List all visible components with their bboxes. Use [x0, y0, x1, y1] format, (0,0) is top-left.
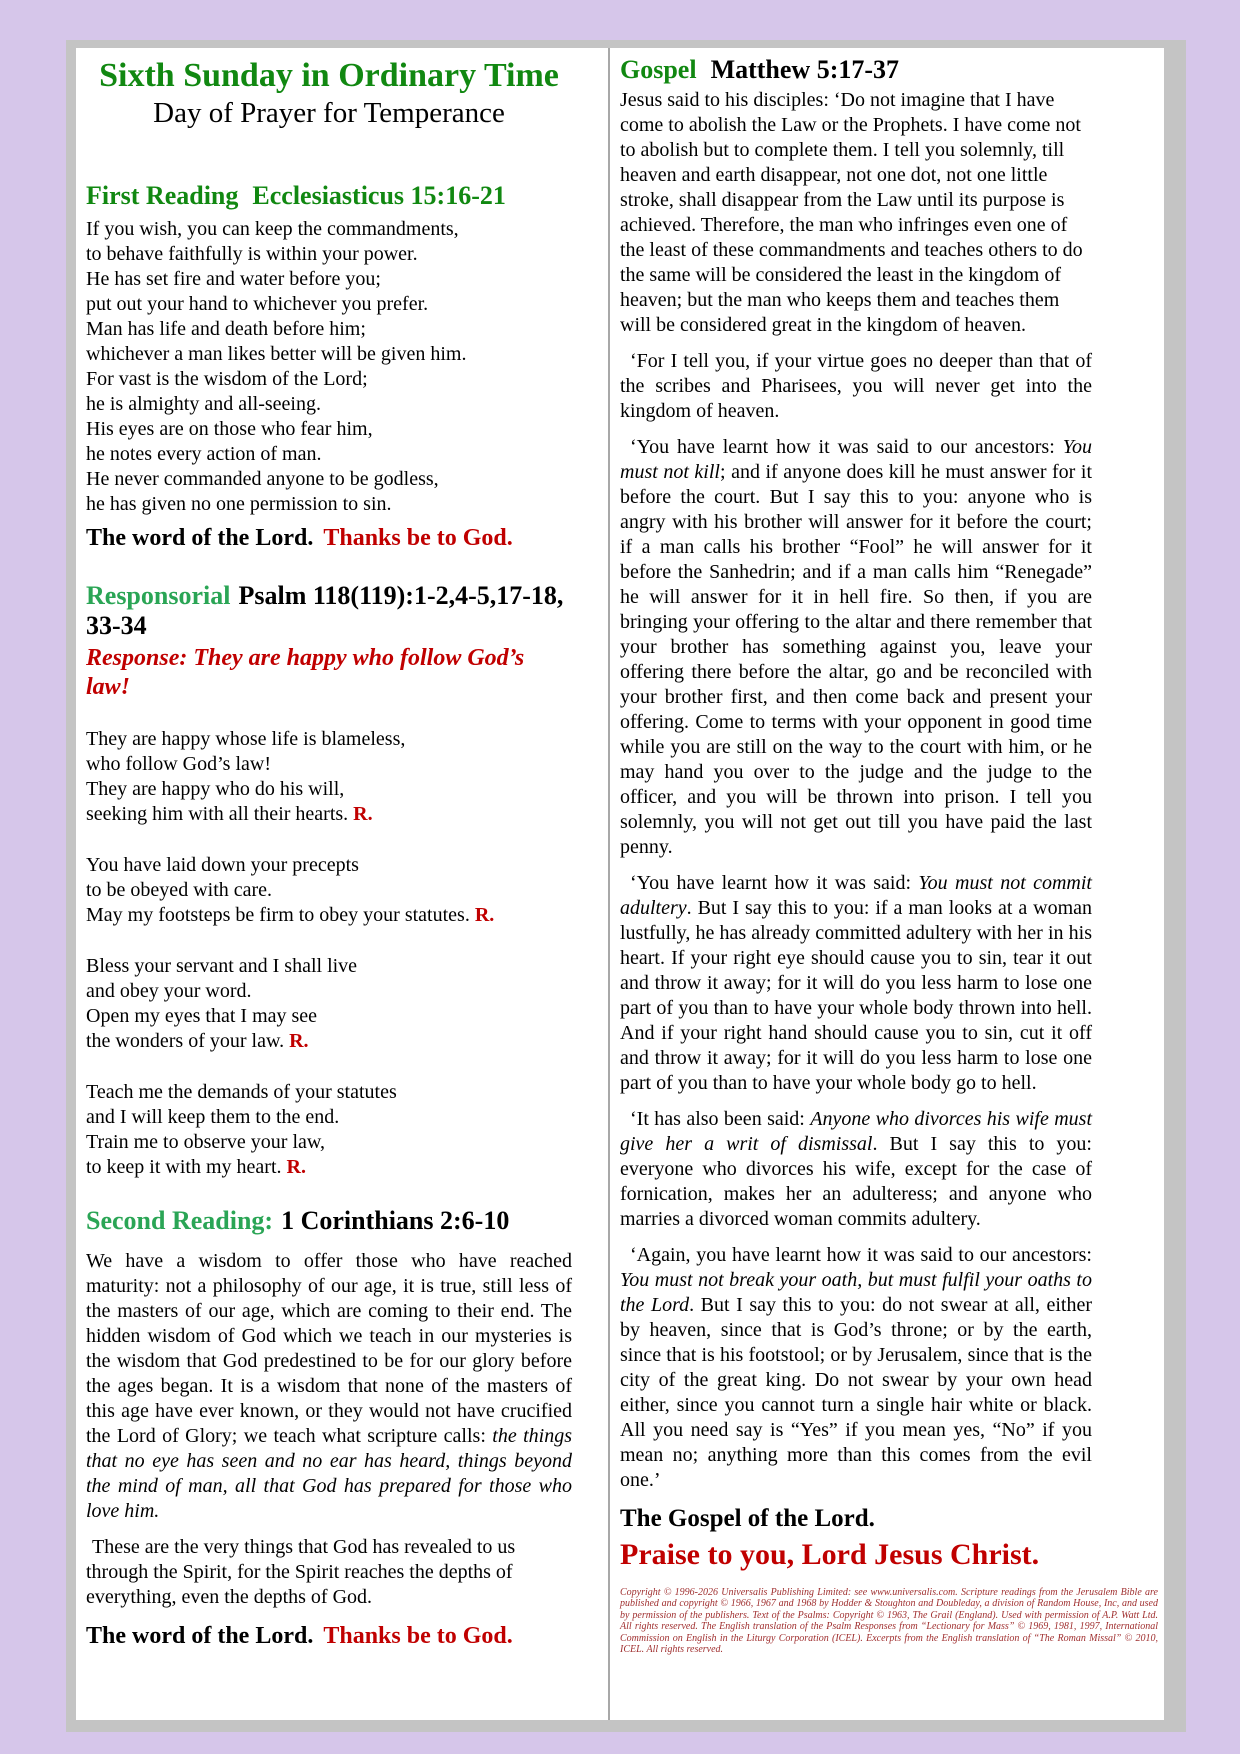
gospel-section	[620, 55, 1092, 1573]
verse-line: and I will keep them to the end.	[86, 1105, 340, 1128]
first-reading-heading	[86, 181, 572, 212]
response-marker: R.	[286, 1155, 306, 1178]
gospel-acclamation: Praise to you, Lord Jesus Christ.	[620, 1537, 1040, 1571]
paragraph: ‘You have learnt how it was said: You must not commit adultery. But I say this to you: if a man looks at a woman lustfully, he has already committed adultery with her in his heart. If your right eye should cause you to sin, tear it out and throw it away; for it will do you less harm to lose one part of you than to have your whole body thrown into hell. And if your right hand should cause you to sin, cut it off and throw it away; for it will do you less harm to lose one part of you than to have your whole body go to hell.	[620, 871, 1092, 1094]
second-reading-label: Second Reading:	[86, 1205, 274, 1235]
response-marker: R.	[474, 903, 495, 926]
gospel-conclusion: The Gospel of the Lord.	[620, 1504, 875, 1532]
gospel-reference: Matthew 5:17-37	[710, 55, 900, 84]
verse-line: Bless your servant and I shall live	[86, 954, 358, 977]
verse-line: seeking him with all their hearts. R.	[86, 802, 373, 825]
verse-line: the wonders of your law. R.	[86, 1029, 309, 1052]
page-title: Sixth Sunday in Ordinary Time	[99, 57, 559, 94]
psalm-stanza	[86, 853, 572, 928]
right-column	[610, 48, 1164, 1720]
paragraph: Jesus said to his disciples: ‘Do not imagine that I have come to abolish the Law or the Prophets. I have come not to abolish but to complete them. I tell you solemnly, till heaven and earth disappear, not one dot, not one little stroke, shall disappear from the Law until its purpose is achieved. Therefore, the man who infringes even one of the least of these commandments and teaches others to do the same will be considered the least in the kingdom of heaven; but the man who keeps them and teaches them will be considered great in the kingdom of heaven.	[620, 88, 1083, 336]
verse-line: he is almighty and all-seeing.	[86, 392, 321, 415]
paragraph: ‘You have learnt how it was said to our ancestors: You must not kill; and if anyone does kill he must answer for it before the court. But I say this to you: anyone who is angry with his brother will answer for it before the court; if a man calls his brother “Fool” he will answer for it before the Sanhedrin; and if a man calls him “Renegade” he will answer for it in hell fire. So then, if you are bringing your offering to the altar and there remember that your brother has something against you, leave your offering there before the altar, go and be reconciled with your brother first, and then come back and present your offering. Come to terms with your opponent in good time while you are still on the way to the court with him, or he may hand you over to the judge and the judge to the officer, and you will be thrown into prison. I tell you solemnly, you will not get out till you have paid the last penny.	[620, 435, 1092, 858]
verse-line: to be obeyed with care.	[86, 878, 273, 901]
verse-line: to behave faithfully is within your power.	[86, 242, 418, 265]
first-reading-conclusion	[86, 523, 572, 553]
verse-line: Train me to observe your law,	[86, 1130, 326, 1153]
verse-line: he has given no one permission to sin.	[86, 492, 392, 515]
psalm-stanza	[86, 954, 572, 1054]
verse-line: He never commanded anyone to be godless,	[86, 467, 439, 490]
paragraph: These are the very things that God has revealed to us through the Spirit, for the Spirit reaches the depths of everything, even the depths of God.	[86, 1535, 516, 1608]
verse-line: They are happy whose life is blameless,	[86, 727, 406, 750]
paragraph: ‘Again, you have learnt how it was said to our ancestors: You must not break your oath, but must fulfil your oaths to the Lord. But I say this to you: do not swear at all, either by heaven, since that is God’s throne; or by the earth, since that is his footstool; or by Jerusalem, since that is the city of the great king. Do not swear by your own head either, since you cannot turn a single hair white or black. All you need say is “Yes” if you mean yes, “No” if you mean no; anything more than this comes from the evil one.’	[620, 1243, 1092, 1491]
verse-line: who follow God’s law!	[86, 752, 271, 775]
paragraph: ‘For I tell you, if your virtue goes no deeper than that of the scribes and Pharisees, you will never get into the kingdom of heaven.	[620, 349, 1092, 422]
verse-line: If you wish, you can keep the commandments,	[86, 217, 459, 240]
gospel-heading	[620, 55, 1092, 86]
verse-line: May my footsteps be firm to obey your statutes. R.	[86, 903, 495, 926]
paragraph: We have a wisdom to offer those who have reached maturity: not a philosophy of our age, it is true, still less of the masters of our age, which are coming to their end. The hidden wisdom of God which we teach in our mysteries is the wisdom that God predestined to be for our glory before the ages began. It is a wisdom that none of the masters of this age have ever known, or they would not have crucified the Lord of Glory; we teach what scripture calls: the things that no eye has seen and no ear has heard, things beyond the mind of man, all that God has prepared for those who love him.	[86, 1249, 572, 1522]
verse-line: Man has life and death before him;	[86, 317, 366, 340]
gospel-label: Gospel	[620, 55, 697, 84]
page-header	[86, 56, 572, 131]
psalm-label: Responsorial	[86, 580, 231, 610]
psalm-text	[86, 727, 572, 1180]
acclamation-text: Thanks be to God.	[323, 1622, 513, 1649]
copyright-notice: Copyright © 1996-2026 Universalis Publishing Limited: see www.universalis.com. Scripture readings from the Jerusalem Bible are published and copyright © 1966, 1967 and 1968 by Hodder & Stoughton and Doubleday, a division of Random House, Inc, and used by permission of the publishers. Text of the Psalms: Copyright © 1963, The Grail (England). Used with permission of A.P. Watt Ltd. All rights reserved. The English translation of the Psalm Responses from “Lectionary for Mass” © 1969, 1981, 1997, International Commission on English in the Liturgy Corporation (ICEL). Excerpts from the English translation of “The Roman Missal” © 2010, ICEL. All rights reserved.	[620, 1586, 1158, 1656]
response-marker: R.	[289, 1029, 309, 1052]
paragraph: ‘It has also been said: Anyone who divorces his wife must give her a writ of dismissal. But I say this to you: everyone who divorces his wife, except for the case of fornication, makes her an adulteress; and anyone who marries a divorced woman commits adultery.	[620, 1107, 1092, 1230]
psalm-heading	[86, 581, 572, 642]
psalm-response-line: Response: They are happy who follow God’s law!	[86, 644, 525, 700]
left-column	[76, 48, 608, 1720]
gospel-text	[620, 88, 1092, 1493]
second-reading-text	[86, 1249, 572, 1610]
second-reading-reference: 1 Corinthians 2:6-10	[281, 1205, 510, 1235]
verse-line: You have laid down your precepts	[86, 853, 359, 876]
verse-line: he notes every action of man.	[86, 442, 322, 465]
first-reading-text	[86, 217, 572, 517]
verse-line: He has set fire and water before you;	[86, 267, 381, 290]
page-subtitle: Day of Prayer for Temperance	[153, 97, 505, 130]
first-reading-label: First Reading	[86, 180, 239, 210]
conclusion-text: The word of the Lord.	[86, 524, 314, 551]
psalm-reference: Psalm 118(119):1-2,4-5,17-18, 33-34	[86, 580, 564, 641]
psalm-stanza	[86, 727, 572, 827]
second-reading-heading	[86, 1206, 572, 1237]
verse-line: whichever a man likes better will be given him.	[86, 342, 467, 365]
psalm-stanza	[86, 1080, 572, 1180]
conclusion-text: The word of the Lord.	[86, 1622, 314, 1649]
second-reading-conclusion	[86, 1621, 572, 1651]
verse-line: and obey your word.	[86, 979, 252, 1002]
first-reading-reference: Ecclesiasticus 15:16-21	[252, 180, 506, 210]
verse-line: Open my eyes that I may see	[86, 1004, 318, 1027]
verse-line: For vast is the wisdom of the Lord;	[86, 367, 368, 390]
bulletin-page	[76, 48, 1164, 1720]
verse-line: Teach me the demands of your statutes	[86, 1080, 397, 1103]
verse-line: They are happy who do his will,	[86, 777, 345, 800]
verse-line: to keep it with my heart. R.	[86, 1155, 306, 1178]
response-marker: R.	[353, 802, 373, 825]
verse-line: His eyes are on those who fear him,	[86, 417, 373, 440]
acclamation-text: Thanks be to God.	[323, 524, 513, 551]
verse-line: put out your hand to whichever you prefer.	[86, 292, 429, 315]
